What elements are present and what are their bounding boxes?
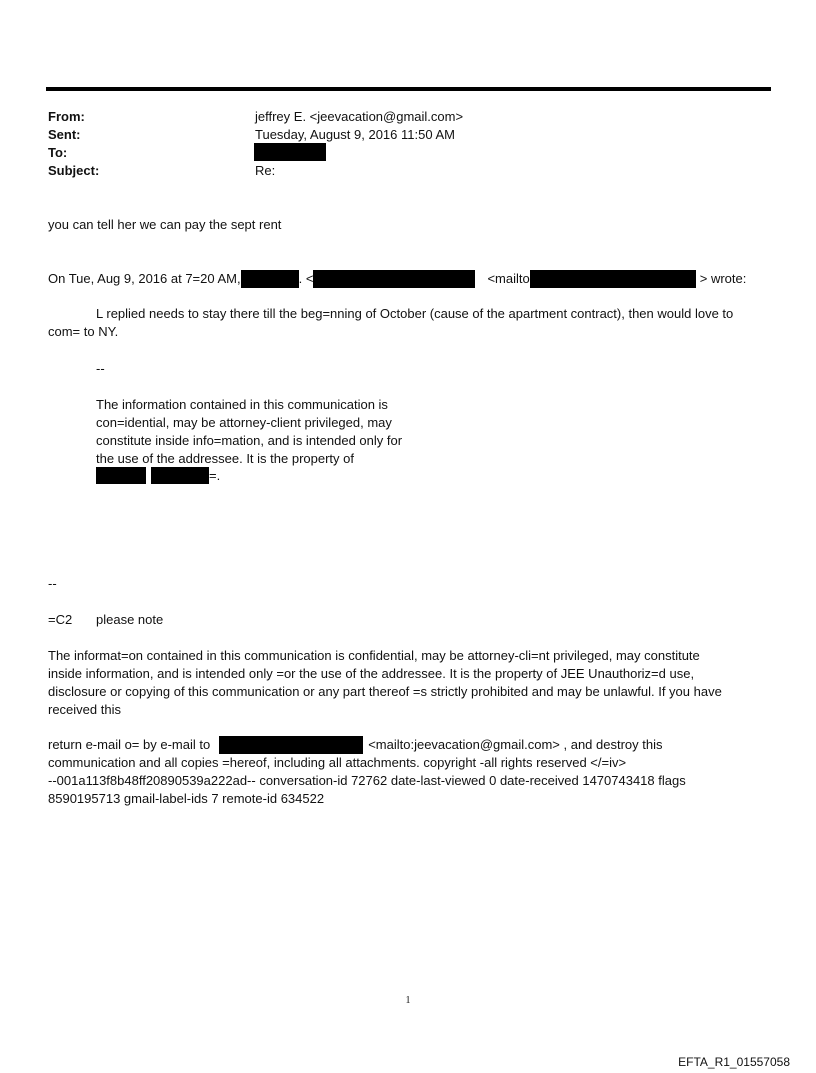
signature-dashes: -- <box>48 576 57 591</box>
quote-intro <box>48 270 746 288</box>
notice-line: The informat=on contained in this communication is confidential, may be attorney-cli=nt privileged, may constitute <box>48 648 700 663</box>
owner-redaction-1 <box>96 467 146 484</box>
page-number: 1 <box>405 995 411 1006</box>
c2-code: =C2 <box>48 612 73 627</box>
quoted-notice-line: The information contained in this communication is <box>96 397 388 412</box>
notice-line: received this <box>48 702 121 717</box>
quote-intro-wrote: > wrote: <box>699 271 747 286</box>
quote-intro-sep: . < <box>298 271 314 286</box>
to-redaction <box>254 143 326 161</box>
quoted-notice-owner <box>96 467 220 485</box>
quoted-notice-line: con=idential, may be attorney-client privileged, may <box>96 415 392 430</box>
return-email-redaction <box>219 736 363 754</box>
reply-text: you can tell her we can pay the sept rent <box>48 217 282 232</box>
mailto-redaction <box>530 270 696 288</box>
return-mailto: <mailto:jeevacation@gmail.com> , and destroy this <box>368 737 663 752</box>
quote-intro-date: On Tue, Aug 9, 2016 at 7=20 AM, <box>48 271 241 286</box>
subject-value: Re: <box>255 163 276 178</box>
quoted-line-2: com= to NY. <box>48 324 119 339</box>
quoted-notice-line: the use of the addressee. It is the property of <box>96 451 354 466</box>
sender-email-redaction <box>313 270 475 288</box>
header-divider <box>46 87 771 91</box>
sent-label: Sent: <box>48 127 81 142</box>
metadata-line: --001a113f8b48ff20890539a222ad-- conversation-id 72762 date-last-viewed 0 date-received 1470743418 flags <box>48 773 686 788</box>
from-value: jeffrey E. <jeevacation@gmail.com> <box>255 109 464 124</box>
quoted-notice-end: =. <box>209 468 221 483</box>
to-label: To: <box>48 145 68 160</box>
notice-line: inside information, and is intended only =or the use of the addressee. It is the property of JEE Unauthoriz=d use, <box>48 666 695 681</box>
sender-name-redaction <box>241 270 299 288</box>
owner-redaction-2 <box>151 467 209 484</box>
return-line <box>48 736 663 754</box>
quoted-notice-line: constitute inside info=mation, and is intended only for <box>96 433 403 448</box>
document-id: EFTA_R1_01557058 <box>678 1055 790 1069</box>
from-label: From: <box>48 109 85 124</box>
notice-line: disclosure or copying of this communication or any part thereof =s strictly prohibited and may be unlawful. If you have <box>48 684 722 699</box>
sent-value: Tuesday, August 9, 2016 11:50 AM <box>255 127 455 142</box>
please-note: please note <box>96 612 164 627</box>
metadata-line: 8590195713 gmail-label-ids 7 remote-id 634522 <box>48 791 325 806</box>
return-text: return e-mail o= by e-mail to <box>48 737 211 752</box>
quoted-dashes: -- <box>96 361 105 376</box>
return-continuation: communication and all copies =hereof, including all attachments. copyright -all rights reserved </=iv> <box>48 755 627 770</box>
quote-intro-mailto: <mailto <box>487 271 530 286</box>
subject-label: Subject: <box>48 163 100 178</box>
quoted-line-1: L replied needs to stay there till the beg=nning of October (cause of the apartment contract), then would love to <box>96 306 734 321</box>
